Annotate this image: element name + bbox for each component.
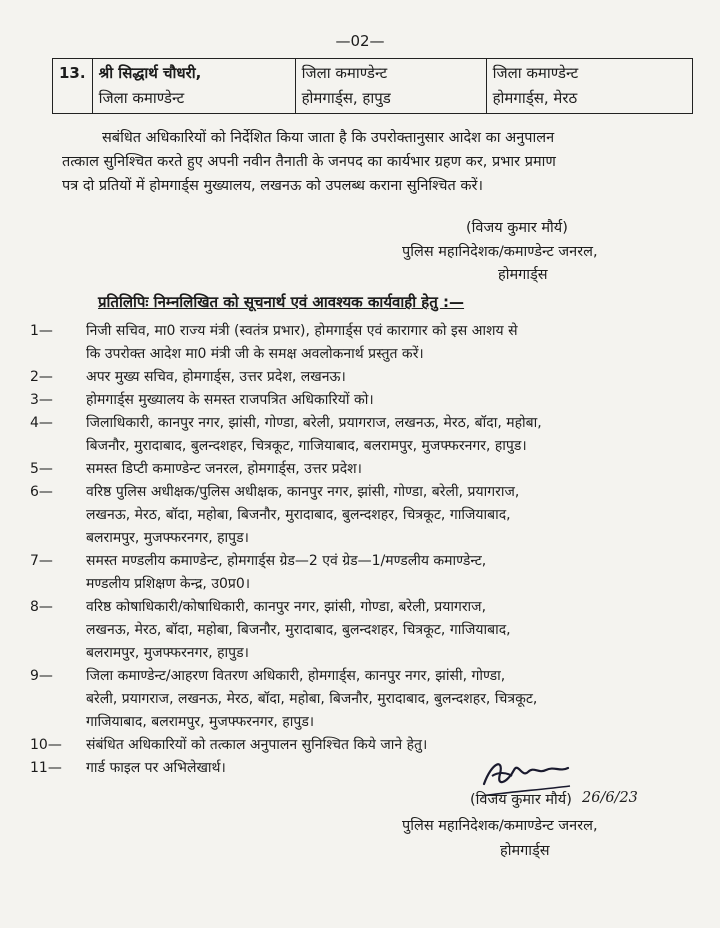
list-item-number: 6—	[30, 484, 53, 500]
new-posting-cell	[486, 59, 692, 114]
list-item-text	[86, 596, 694, 665]
list-item	[30, 481, 694, 550]
list-item-line: मण्डलीय प्रशिक्षण केन्द्र, उ0प्र0।	[86, 576, 251, 592]
posting-table	[52, 58, 693, 114]
copy-to-list	[30, 320, 694, 780]
list-item-line: गार्ड फाइल पर अभिलेखार्थ।	[86, 760, 226, 776]
list-item-number: 10—	[30, 737, 62, 753]
list-item-text	[86, 665, 694, 734]
list-item-line: बलरामपुर, मुजफ्फरनगर, हापुड।	[86, 645, 249, 661]
list-item-line: जिलाधिकारी, कानपुर नगर, झांसी, गोण्डा, बरेली, प्रयागराज, लखनऊ, मेरठ, बॉदा, महोबा,	[86, 415, 542, 431]
current-location: होमगार्ड्स, हापुड	[301, 89, 391, 107]
list-item-number: 5—	[30, 461, 53, 477]
list-item-number: 4—	[30, 415, 53, 431]
list-item-line: जिला कमाण्डेन्ट/आहरण वितरण अधिकारी, होमगार्ड्स, कानपुर नगर, झांसी, गोण्डा,	[86, 668, 506, 684]
list-item	[30, 665, 694, 734]
instruction-line: पत्र दो प्रतियों में होमगार्ड्स मुख्यालय, लखनऊ को उपलब्ध कराना सुनिश्चित करें।	[62, 178, 483, 194]
list-item-text	[86, 320, 694, 366]
officer-post: जिला कमाण्डेन्ट	[98, 89, 185, 107]
list-item-line: बिजनौर, मुरादाबाद, बुलन्दशहर, चित्रकूट, गाजियाबाद, बलरामपुर, मुजफ्फरनगर, हापुड।	[86, 438, 527, 454]
instruction-paragraph	[62, 126, 692, 198]
signatory-designation-bottom: पुलिस महानिदेशक/कमाण्डेन्ट जनरल,	[402, 818, 598, 834]
officer-cell	[92, 59, 295, 114]
list-item-line: अपर मुख्य सचिव, होमगार्ड्स, उत्तर प्रदेश, लखनऊ।	[86, 369, 346, 385]
list-item	[30, 389, 694, 412]
list-item-line: वरिष्ठ कोषाधिकारी/कोषाधिकारी, कानपुर नगर, झांसी, गोण्डा, बरेली, प्रयागराज,	[86, 599, 487, 615]
list-item	[30, 320, 694, 366]
list-item-text	[86, 412, 694, 458]
current-post: जिला कमाण्डेन्ट	[301, 64, 388, 82]
list-item-number: 11—	[30, 760, 62, 776]
signatory-department-bottom: होमगार्ड्स	[500, 843, 550, 859]
list-item	[30, 596, 694, 665]
officer-name: श्री सिद्धार्थ चौधरी,	[98, 64, 202, 82]
list-item-number: 3—	[30, 392, 53, 408]
list-item-line: लखनऊ, मेरठ, बॉदा, महोबा, बिजनौर, मुरादाबाद, बुलन्दशहर, चित्रकूट, गाजियाबाद,	[86, 507, 511, 523]
list-item-number: 2—	[30, 369, 53, 385]
current-posting-cell	[295, 59, 486, 114]
list-item	[30, 458, 694, 481]
list-item-number: 8—	[30, 599, 53, 615]
list-item-text	[86, 550, 694, 596]
instruction-line: सबंधित अधिकारियों को निर्देशित किया जाता है कि उपरोक्तानुसार आदेश का अनुपालन	[102, 130, 555, 146]
new-post: जिला कमाण्डेन्ट	[492, 64, 579, 82]
list-item-number: 1—	[30, 323, 53, 339]
list-item-line: गाजियाबाद, बलरामपुर, मुजफ्फरनगर, हापुड।	[86, 714, 315, 730]
list-item-line: समस्त डिप्टी कमाण्डेन्ट जनरल, होमगार्ड्स, उत्तर प्रदेश।	[86, 461, 362, 477]
list-item-text	[86, 389, 694, 412]
list-item-line: समस्त मण्डलीय कमाण्डेन्ट, होमगार्ड्स ग्रेड—2 एवं ग्रेड—1/मण्डलीय कमाण्डेन्ट,	[86, 553, 487, 569]
list-item-line: निजी सचिव, मा0 राज्य मंत्री (स्वतंत्र प्रभार), होमगार्ड्स एवं कारागार को इस आशय से	[86, 323, 518, 339]
row-number: 13.	[53, 59, 93, 114]
list-item	[30, 550, 694, 596]
copy-to-heading: प्रतिलिपिः निम्नलिखित को सूचनार्थ एवं आवश्यक कार्यवाही हेतु :—	[98, 293, 465, 311]
signatory-name-top: (विजय कुमार मौर्य)	[466, 220, 568, 236]
list-item-number: 9—	[30, 668, 53, 684]
new-location: होमगार्ड्स, मेरठ	[492, 89, 578, 107]
signature-date: 26/6/23	[582, 790, 638, 806]
list-item-number: 7—	[30, 553, 53, 569]
list-item-line: होमगार्ड्स मुख्यालय के समस्त राजपत्रित अधिकारियों को।	[86, 392, 374, 408]
list-item-line: लखनऊ, मेरठ, बॉदा, महोबा, बिजनौर, मुरादाबाद, बुलन्दशहर, चित्रकूट, गाजियाबाद,	[86, 622, 511, 638]
list-item-line: कि उपरोक्त आदेश मा0 मंत्री जी के समक्ष अवलोकनार्थ प्रस्तुत करें।	[86, 346, 424, 362]
instruction-line: तत्काल सुनिश्चित करते हुए अपनी नवीन तैनाती के जनपद का कार्यभार ग्रहण कर, प्रभार प्रमाण	[62, 154, 556, 170]
list-item-line: संबंधित अधिकारियों को तत्काल अनुपालन सुनिश्चित किये जाने हेतु।	[86, 737, 428, 753]
table-row	[53, 59, 693, 114]
list-item-line: बरेली, प्रयागराज, लखनऊ, मेरठ, बॉदा, महोबा, बिजनौर, मुरादाबाद, बुलन्दशहर, चित्रकूट,	[86, 691, 538, 707]
list-item-line: बलरामपुर, मुजफ्फरनगर, हापुड।	[86, 530, 249, 546]
list-item-text	[86, 458, 694, 481]
signatory-designation-top: पुलिस महानिदेशक/कमाण्डेन्ट जनरल,	[402, 244, 598, 260]
page-number: —02—	[335, 32, 385, 50]
list-item-text	[86, 481, 694, 550]
signatory-department-top: होमगार्ड्स	[498, 267, 548, 283]
signatory-name-bottom: (विजय कुमार मौर्य)	[470, 792, 572, 808]
list-item	[30, 412, 694, 458]
list-item-text	[86, 366, 694, 389]
list-item	[30, 366, 694, 389]
list-item-line: वरिष्ठ पुलिस अधीक्षक/पुलिस अधीक्षक, कानपुर नगर, झांसी, गोण्डा, बरेली, प्रयागराज,	[86, 484, 520, 500]
